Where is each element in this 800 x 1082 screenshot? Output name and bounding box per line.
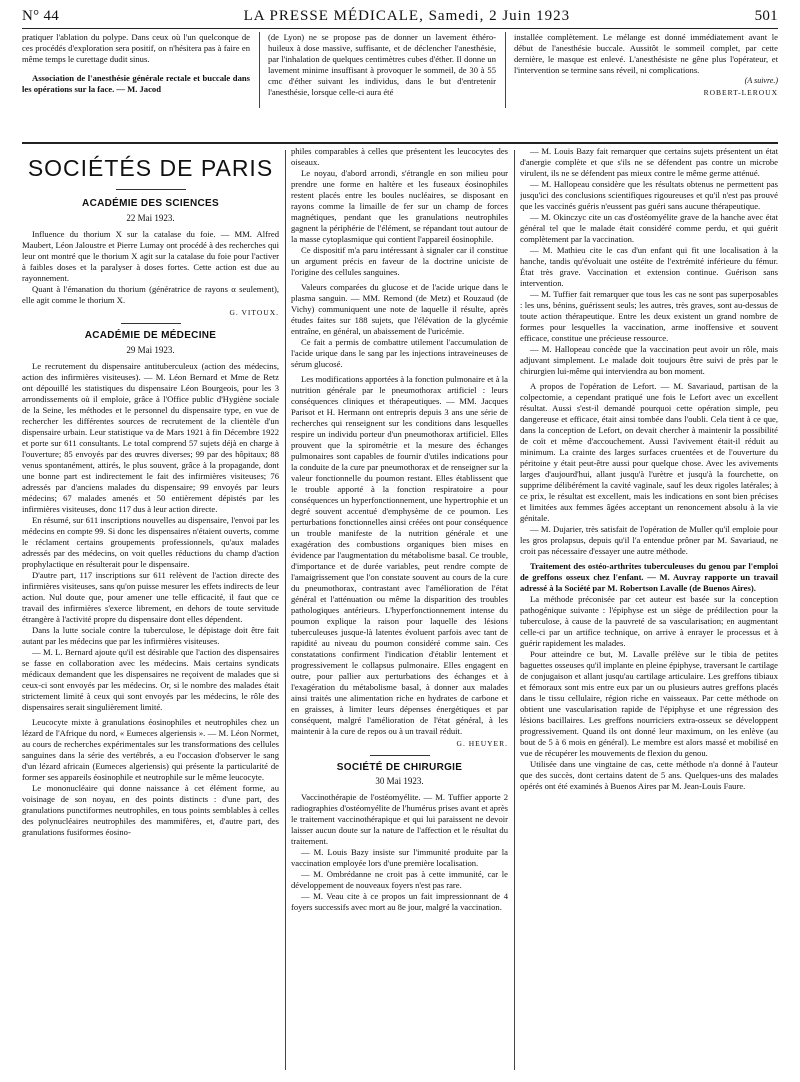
paragraph: — M. Ombrédanne ne croit pas à cette immunité, car le développement de nouveaux foyers n'est pas rare. [291, 868, 508, 890]
running-header [22, 6, 778, 26]
separator [370, 755, 430, 756]
paragraph: Ce dispositif m'a paru intéressant à signaler car il constitue un argument précis en faveur de la doctrine uniciste de l'origine des cellules sanguines. [291, 245, 508, 277]
session-date: 22 Mai 1923. [126, 213, 175, 224]
paragraph: Dans la lutte sociale contre la tuberculose, le dépistage doit être fait autant par les médecins que par les infirmières visiteuses. [22, 624, 279, 646]
section-heading: ACADÉMIE DE MÉDECINE [84, 330, 217, 342]
paragraph: — M. L. Bernard ajoute qu'il est désirable que l'action des dispensaires se fasse en collaboration avec les médecins. Mais certains syndicats médicaux demandent que les dispensaires ne reçoivent de malades que si ceux-ci sont envoyés par les médecins. Or, si le nombre des malades était strictement limité à ceux qui sont envoyés par les médecins, le rôle des dispensaires serait singulièrement limité. [22, 646, 279, 712]
paragraph: philes comparables à celles que présentent les leucocytes des oiseaux. [291, 146, 508, 167]
main-column-2 [291, 146, 508, 1076]
header-rule [22, 28, 778, 29]
paragraph: Vaccinothérapie de l'ostéomyélite. — M. Tuffier apporte 2 radiographies d'ostéomyélite de l'humérus prises avant et après le traitement vaccinothérapique et qui lui paraissent ne devoir laisser aucun doute sur la nature de l'affection et le résultat du traitement. [291, 791, 508, 846]
section-heading: SOCIÉTÉ DE CHIRURGIE [336, 761, 463, 773]
paragraph: Leucocyte mixte à granulations éosinophiles et neutrophiles chez un lézard de l'Afrique du nord, « Eumeces algeriensis ». — M. Léon Normet, au cours de recherches expérimentales sur les transformations des cellules sanguines dans la série des vertébrés, a eu l'occasion d'observer le sang d'un lézard africain (Eumeces algeriensis) qui présente la particularité de former ses appareils éosinophile et neutrophile sur le même leucocyte. [22, 716, 279, 782]
page-number: 501 [754, 7, 778, 24]
paragraph: Les modifications apportées à la fonction pulmonaire et à la nutrition générale par le pneumothorax artificiel : leurs conséquences cliniques et thérapeutiques. — MM. Jacques Parisot et H. Hermann ont entrepris depuis 3 ans une série de recherches qui renseignent sur les conditions dans lesquelles respire un individu porteur d'un pneumothorax artificiel. Elles prouvent que la spirométrie et la mesure des échanges pulmonaires sont capables de fournir d'utiles indications pour la conduite de la cure par pneumothorax et de renseigner sur la valeur fonctionnelle du poumon restant. Elles établissent que le trouble apporté à la fonction respiratoire a pour conséquences un hyperfonctionnement, une hypertrophie et un degré souvent accentué d'emphysème de ce poumon. Les perturbations fonctionnelles ainsi créées ont pour conséquence un trouble manifeste de la nutrition générale et une exagération des combustions organiques bien mises en évidence par l'augmentation du métabolisme basal. Ce trouble, d'importance et de durée variables, peut rendre compte de l'amaigrissement que l'on constate souvent au cours de la cure du pneumothorax, contrastant avec l'amélioration de l'état général et l'atténuation ou même la disparition des troubles pathologiques antérieurs. L'hyperfonctionnement intense du poumon explique la raison pour laquelle des lésions tuberculeuses jusque-là latentes évoluent parfois avec tant de rapidité au niveau du poumon considéré comme sain. Ces constatations confirment l'indication d'établir lentement et progressivement le collapsus pulmonaire. Elles engagent en outre, pour pallier aux perturbations des échanges et à l'exagération du métabolisme basal, à donner aux malades ainsi traités une alimentation riche en hydrates de carbone et en graisses, à limiter leurs dépenses énergétiques et par conséquent, malgré l'amélioration de l'état général, à les maintenir à la cure de repos ou à un travail réduit. [291, 374, 508, 736]
paragraph: (de Lyon) ne se propose pas de donner un lavement éthéro-huileux à dose massive, suffisante, et de déclencher l'anesthésie, par l'inhalation de quelques centimètres cubes d'éther. Il donne un lavement minime insuffisant à provoquer le sommeil, de 30 à 55 cmc d'éther suivant les individus, dans le but d'entretenir l'anesthésie, lorsque celle-ci aura été [268, 32, 496, 97]
paragraph: Utilisée dans une vingtaine de cas, cette méthode n'a donné à l'auteur que des succès, dont certains datent de 5 ans. Quelques-uns des malades opérés ont été examinés à Buenos Aires par M. Jean-Louis Faure. [520, 759, 778, 791]
section-heading: ACADÉMIE DES SCIENCES [82, 198, 219, 210]
paragraph: — M. Hallopeau considère que les résultats obtenus ne permettent pas jusqu'ici des conclusions scientifiques rigoureuses et qu'il n'est pas prouvé que les vaccinés guéris n'eussent pas guéri sans aucune thérapeutique. [520, 179, 778, 211]
paragraph: — M. Dujarier, très satisfait de l'opération de Muller qu'il emploie pour les gros prolapsus, depuis qu'il l'a entendue prôner par M. Savariaud, ne croit pas nécessaire d'essayer une autre méthode. [520, 524, 778, 556]
paragraph: D'autre part, 117 inscriptions sur 611 relèvent de l'action directe des infirmières visiteuses, sans qu'on puisse mesurer les effets indirects de leur action. Nul doute que, pour amener une telle efficacité, il faut que ce travail des infirmières s'exerce librement, en dehors de toute servitude étrangère à l'activité propre du dispensaire dont elles dépendent. [22, 569, 279, 624]
to-be-continued: (A suivre.) [744, 76, 778, 85]
paragraph: Quant à l'émanation du thorium (génératrice de rayons α seulement), elle agit comme le thorium X. [22, 283, 279, 305]
paragraph: Valeurs comparées du glucose et de l'acide urique dans le plasma sanguin. — MM. Remond (de Metz) et Rouzaud (de Vichy) communiquent une note de laquelle il résulte, après études faites sur 188 sujets, que l'élévation de la glycémie entraîne, en général, un abaissement de l'uricémie. [291, 282, 508, 336]
article-heading: Association de l'anesthésie générale rectale et buccale dans les opérations sur la face. — M. Jacod [22, 73, 250, 94]
paragraph: — M. Hallopeau concède que la vaccination peut avoir un rôle, mais adjuvant simplement. Le malade doit toujours être suivi de près par le chirurgien lui-même qui interviendra au bon moment. [520, 344, 778, 376]
article-heading: Traitement des ostéo-arthrites tuberculeuses du genou par l'emploi de greffons osseux chez l'enfant. — M. Auvray rapporte un travail adressé à la Société par M. Robertson Lavalle (de Buenos Aires). [520, 561, 778, 593]
paragraph: pratiquer l'ablation du polype. Dans ceux où l'un quelconque de ces procédés d'exploration sera positif, on n'hésitera pas à faire en même temps le curettage dudit sinus. [22, 32, 250, 64]
paragraph: — M. Louis Bazy fait remarquer que certains sujets présentent un état d'anergie complète et que s'ils ne se défendent pas contre un microbe virulent, ils ne se défendent pas mieux contre le même germe atténué. [520, 146, 778, 178]
top-column-1 [22, 32, 250, 112]
paragraph: En résumé, sur 611 inscriptions nouvelles au dispensaire, l'envoi par les médecins en compte 99. Si donc les dispensaires n'étaient ouverts, comme le réclament certains groupements professionnels, qu'aux malades adressés par des médecins, on voit quelles réductions du champ d'action prophylactique en résulterait pour le dispensaire. [22, 514, 279, 569]
main-column-1 [22, 146, 279, 1076]
signature: G. HEUYER. [456, 739, 508, 748]
paragraph: Le recrutement du dispensaire antituberculeux (action des médecins, action des infirmières visiteuses). — M. Léon Bernard et Mme de Retz ont dépouillé les statistiques du dispensaire Léon Bourgeois, pour les 3 arrondissements où il emploie, grâce à l'Office public d'Hygiène sociale de la Seine, les méthodes et le personnel du dispensaire type, en vue de rechercher les différentes sources de recrutement de la clientèle d'un dispensaire urbain. Leur statistique va de Mars 1921 à fin Décembre 1922 et porte sur 611 consultants. Le total comprend 57 sujets déjà en charge à l'ouverture; 85 envoyés par des œuvres diverses; 99 par des hôpitaux; 88 venus spontanément, attirés, le plus souvent, grâce à la propagande, dont une bonne part est indirectement le fait des infirmières visiteuses; 76 adressés par d'anciens malades du dispensaire; 99 envoyés par leurs médecins; 67 malades amenés et 50 entièrement dépistés par les infirmières visiteuses, donc 117 dus à leur action directe. [22, 360, 279, 514]
signature: G. VITOUX. [229, 307, 279, 317]
main-column-3 [520, 146, 778, 1076]
paragraph: Influence du thorium X sur la catalase du foie. — MM. Alfred Maubert, Léon Jaloustre et Pierre Lumay ont procédé à des recherches qui leur ont montré que le thorium X agit sur la catalase du foie pour l'activer à faibles doses et la paralyser à doses fortes. Cette action est due au rayonnement. [22, 228, 279, 283]
issue-number: N° 44 [22, 7, 60, 24]
paragraph: Le noyau, d'abord arrondi, s'étrangle en son milieu pour prendre une forme en haltère et les fuseaux éosinophiles restent placés entre les boules nucléaires, se disposant en rayons comme la limaille de fer sur un champ de forces magnétiques, pendant que les granulations neutrophiles gagnent la périphérie de l'élément, se répandant tout autour de la masse cytoplasmique qui contient l'appareil éosinophile. [291, 168, 508, 244]
paragraph: — M. Tuffier fait remarquer que tous les cas ne sont pas superposables : les uns, bénins, guérissent seuls; les autres, très graves, sont au-dessus de toute action thérapeutique. Entre les deux existent un grand nombre de formes pour lesquelles la vaccination, arme inoffensive et souvent efficace, constitue une précieuse ressource. [520, 289, 778, 343]
session-date: 29 Mai 1923. [126, 345, 175, 356]
top-column-3 [514, 32, 778, 112]
paragraph: installée complètement. Le mélange est donné immédiatement avant le début de l'anesthésie buccale. Aussitôt le sommeil complet, par cette dernière, le masque est enlevé. L'anesthésiste ne gêne plus l'opérateur, et l'intervention se termine sans réveil, ni complications. [514, 32, 778, 75]
separator [116, 189, 186, 190]
section-banner: SOCIÉTÉS DE PARIS [27, 155, 274, 181]
section-rule [22, 142, 778, 144]
paragraph: — M. Veau cite à ce propos un fait impressionnant de 4 foyers successifs avec mort au 8e jour, malgré la vaccination. [291, 890, 508, 912]
paragraph: Pour atteindre ce but, M. Lavalle prélève sur le tibia de petites baguettes osseuses qu'il implante en pleine épiphyse, traversant le cartilage de conjugaison et allant jusqu'au cartilage articulaire. Les greffons tibiaux et fémoraux sont mis entre eux par un ou plusieurs autres greffons placés dans le tissu cellulaire, région riche en vaisseaux. Par cette méthode on obtient une vascularisation rapide de l'épiphyse et une régression des lésions bacillaires. Les greffons nourriciers extra-osseux se développent progressivement. Quand ils ont donné leur maximum, on les enlève (au bout de 5 à 6 mois en général). Le membre est alors massé et mobilisé en vue de récupérer les mouvements de flexion du genou. [520, 649, 778, 758]
column-divider [505, 32, 506, 108]
signature: ROBERT-LEROUX [703, 88, 778, 98]
paragraph: A propos de l'opération de Lefort. — M. Savariaud, partisan de la colpectomie, a cependant pratiqué une fois le Lefort avec un excellent résultat. Aussi s'est-il demandé pourquoi cette opération simple, peu dangereuse et efficace, était ainsi tombée dans l'oubli. Cela tient à ce que, dans la conception de Lefort, on devait chercher à maintenir la possibilité de coït et même d'accouchement. Aussi l'avivement était-il réduit au minimum. La crainte des larges surfaces cruentées et de l'ouverture du péritoine y était peut-être aussi pour quelque chose. Avec les avivements larges d'aujourd'hui, allant jusqu'à l'urètre et jusqu'à la fourchette, on supprime délibérément la cavité vaginale, sauf les deux rigoles latérales; à ce prix, le résultat est excellent, mais les indications en sont bien précises et limitées aux femmes âgées acceptant un renoncement absolu à la vie génitale. [520, 381, 778, 523]
paragraph: Le mononucléaire qui donne naissance à cet élément forme, au voisinage de son noyau, en des points distincts : d'une part, des granulations punctiformes neutrophiles, en tous points semblables à celles des polynucléaires neutrophiles des mammifères, et, d'autre part, des granulations fusiformes éosino- [22, 782, 279, 837]
column-divider [259, 32, 260, 108]
paragraph: Ce fait a permis de combattre utilement l'accumulation de l'acide urique dans le sang par les injections intraveineuses de sérum glucosé. [291, 337, 508, 369]
paragraph: La méthode préconisée par cet auteur est basée sur la conception pathogénique suivante : l'épiphyse est un siège de prédilection pour la tuberculose, à cause de la pauvreté de sa vascularisation; en augmentant celle-ci par un artifice technique, on arrive à enrayer le processus et à guérir rapidement les malades. [520, 594, 778, 648]
session-date: 30 Mai 1923. [375, 776, 424, 787]
column-divider [285, 150, 286, 1070]
paragraph: — M. Okinczyc cite un cas d'ostéomyélite grave de la hanche avec état général tel que le malade était considéré comme perdu, et qui guérit complètement par la vaccination. [520, 212, 778, 244]
journal-title: LA PRESSE MÉDICALE, Samedi, 2 Juin 1923 [243, 7, 571, 24]
column-divider [514, 150, 515, 1070]
top-column-2 [268, 32, 496, 112]
paragraph: — M. Mathieu cite le cas d'un enfant qui fit une localisation à la hanche, tandis qu'évoluait une ostéite de l'extrémité inférieure du fémur. État très grave. Vaccination et extension continue. Guérison sans intervention. [520, 245, 778, 288]
paragraph: — M. Louis Bazy insiste sur l'immunité produite par la vaccination employée lors d'une première localisation. [291, 846, 508, 868]
separator [121, 323, 181, 324]
